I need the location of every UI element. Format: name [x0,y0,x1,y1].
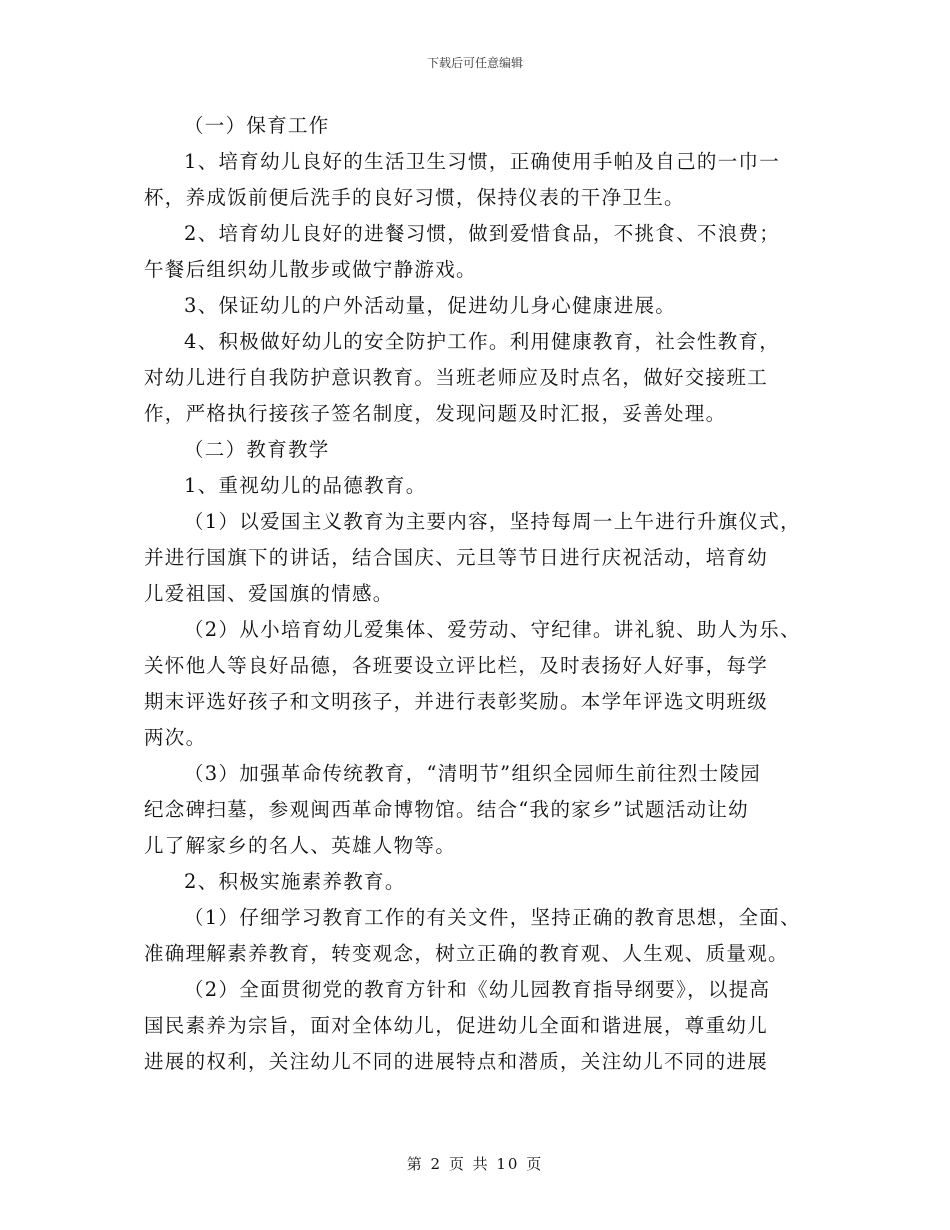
paragraph-line: 1、培育幼儿良好的生活卫生习惯，正确使用手帕及自己的一巾一 [184,150,781,173]
paragraph-line: 杯，养成饭前便后洗手的良好习惯，保持仪表的干净卫生。 [144,186,685,209]
paragraph-line: 准确理解素养教育，转变观念，树立正确的教育观、人生观、质量观。 [144,942,789,965]
paragraph-line: （3）加强革命传统教育，“清明节”组织全园师生前往烈士陵园 [184,762,762,785]
paragraph-line: 关怀他人等良好品德，各班要设立评比栏，及时表扬好人好事，每学 [144,654,769,677]
paragraph-line: 两次。 [144,726,207,749]
paragraph-line: 作，严格执行接孩子签名制度，发现问题及时汇报，妥善处理。 [144,402,727,425]
paragraph-line: （1）仔细学习教育工作的有关文件，坚持正确的教育思想，全面、 [184,906,801,929]
paragraph-line: 1、重视幼儿的品德教育。 [184,474,427,497]
paragraph-line: 纪念碑扫墓，参观闽西革命博物馆。结合“我的家乡”试题活动让幼 [144,798,749,821]
paragraph-line: 对幼儿进行自我防护意识教育。当班老师应及时点名，做好交接班工 [144,366,769,389]
paragraph-line: 并进行国旗下的讲话，结合国庆、元旦等节日进行庆祝活动，培育幼 [144,546,769,569]
section-heading: （二）教育教学 [184,438,330,461]
paragraph-line: 2、培育幼儿良好的进餐习惯，做到爱惜食品，不挑食、不浪费； [184,222,781,245]
paragraph-line: 2、积极实施素养教育。 [184,870,406,893]
body-text [140,108,830,1080]
paragraph-line: （1）以爱国主义教育为主要内容，坚持每周一上午进行升旗仪式， [184,510,801,533]
page-number-footer: 第 2 页 共 10 页 [406,1155,544,1173]
paragraph-line: 午餐后组织幼儿散步或做宁静游戏。 [144,258,477,281]
paragraph-line: 4、积极做好幼儿的安全防护工作。利用健康教育，社会性教育， [184,330,781,353]
paragraph-line: 3、保证幼儿的户外活动量，促进幼儿身心健康进展。 [184,294,677,317]
paragraph-line: 儿了解家乡的名人、英雄人物等。 [144,834,457,857]
paragraph-line: （2）从小培育幼儿爱集体、爱劳动、守纪律。讲礼貌、助人为乐、 [184,618,801,641]
paragraph-line: 进展的权利，关注幼儿不同的进展特点和潜质，关注幼儿不同的进展 [144,1050,769,1073]
paragraph-line: 国民素养为宗旨，面对全体幼儿，促进幼儿全面和谐进展，尊重幼儿 [144,1014,769,1037]
paragraph-line: （2）全面贯彻党的教育方针和《幼儿园教育指导纲要》，以提高 [184,978,771,1001]
paragraph-line: 儿爱祖国、爱国旗的情感。 [144,582,394,605]
paragraph-line: 期末评选好孩子和文明孩子，并进行表彰奖励。本学年评选文明班级 [144,690,769,713]
section-heading: （一）保育工作 [184,114,330,137]
header-note: 下载后可任意编辑 [426,56,523,70]
